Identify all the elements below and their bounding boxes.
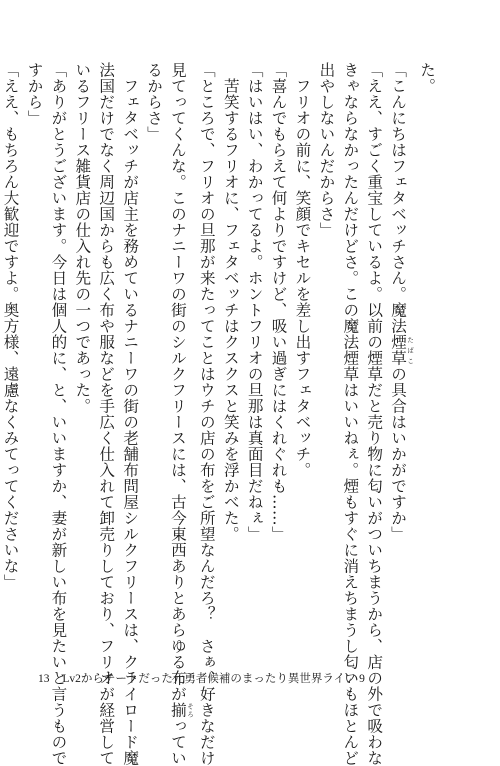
text-line: 「こんにちはフェタベッチさん。魔法煙草 たばこの具合はいかがですか」	[389, 62, 415, 542]
text-line: 「ええ、もちろん大歓迎ですよ。奥方様、遠慮なくみてってくださいな」	[1, 62, 20, 590]
text-line: 見てってくんな。このナニーワの街のシルクフリースには、古今東西ありとあらゆる布が揃 そろってい	[168, 62, 194, 766]
text-line: すから」	[25, 62, 44, 126]
text-line: 「ええ、すごく重宝しているよ。以前の煙草だと売り物に匂いがついちまうから、店の外で吸わな	[365, 62, 384, 766]
page-number: 13	[38, 673, 50, 685]
text-line: フェタベッチが店主を務めているナニーワの街の老舗布問屋シルクフリースは、クライロード魔	[121, 77, 140, 766]
ruby-annotation: 揃 そろ	[168, 702, 194, 718]
text-line: 「ありがとうございます。今日は個人的に、と、いいますか、妻が新しい布を見たいと言うもので	[49, 62, 68, 766]
text-line: いるフリース雑貨店の仕入れ先の一つであった。	[73, 62, 92, 414]
text-line: フリオの前に、笑顔でキセルを差し出すフェタベッチ。	[293, 77, 312, 478]
page-footer	[38, 672, 365, 686]
text-line: 法国だけでなく周辺国からも広く布や服などを手広く仕入れて卸売りしており、フリオが経営して	[97, 62, 116, 766]
text-line: 苦笑するフリオに、フェタベッチはクスクスと笑みを浮かべた。	[221, 77, 240, 542]
text-line: 「はいはい、わかってるよ。ホントフリオの旦那は真面目だねぇ」	[245, 62, 264, 542]
text-line: 出やしないんだからさ」	[317, 62, 336, 238]
text-line: るからさ」	[145, 62, 164, 142]
text-line: 「ところで、フリオの旦那が来たってことはウチの店の布をご所望なんだろ？ さぁ、好きなだけ	[197, 62, 216, 766]
running-title: Lv2からチートだった元勇者候補のまったり異世界ライフ 9	[62, 673, 365, 685]
text-line: た。	[418, 62, 436, 94]
ruby-annotation: 煙草 たばこ	[389, 334, 415, 366]
text-line: きゃならなかったんだけどさ。この魔法煙草はいいねぇ。煙もすぐに消えちまうし匂いもほとんど	[341, 62, 360, 766]
text-line: 「喜んでもらえて何よりですけど、吸い過ぎにはくれぐれも……」	[269, 62, 288, 542]
